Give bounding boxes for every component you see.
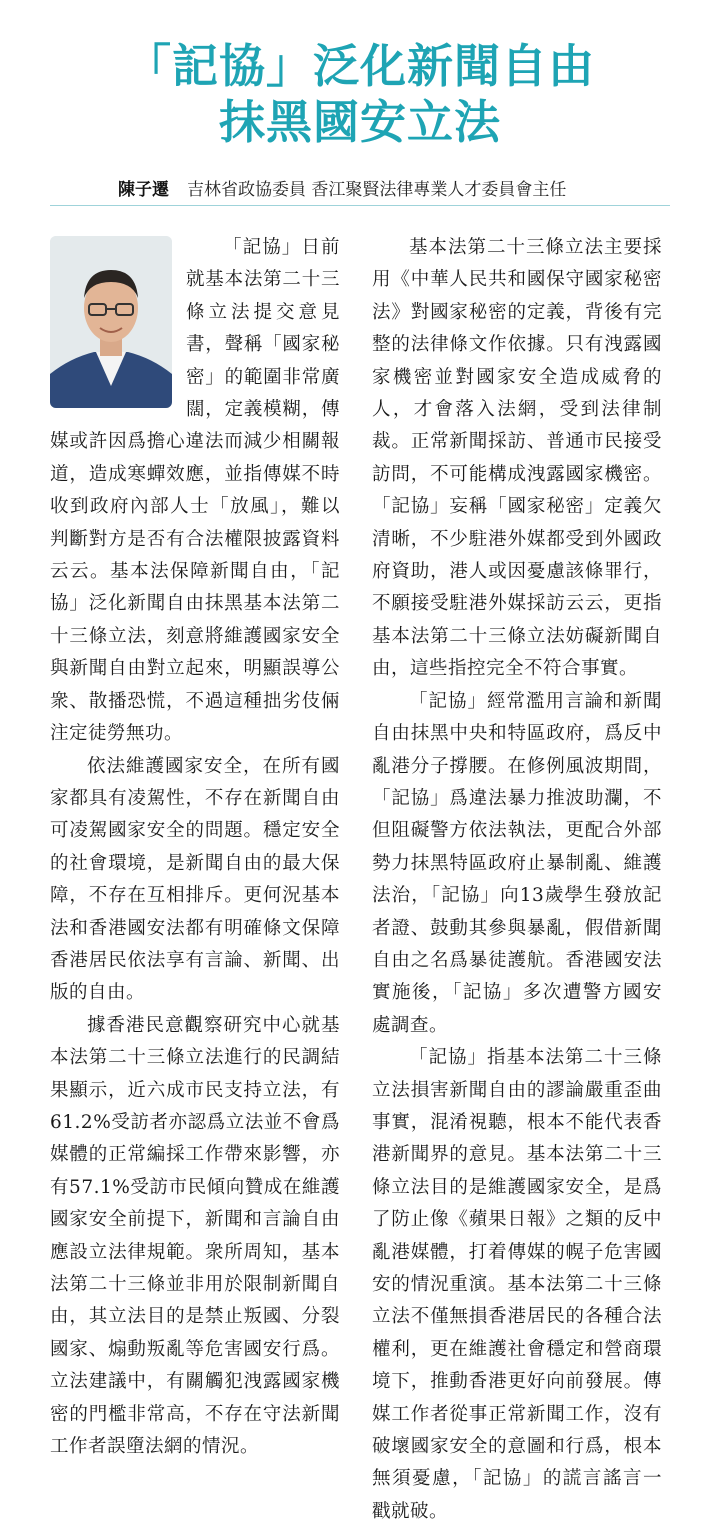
author-portrait-icon xyxy=(50,236,172,408)
column-left xyxy=(50,232,340,1463)
paragraph-2: 依法維護國家安全，在所有國家都具有凌駕性，不存在新聞自由可凌駕國家安全的問題。穩定安全的社會環境，是新聞自由的最大保障，不存在互相排斥。更何況基本法和香港國安法都有明確條文保障香港居民依法享有言論、新聞、出版的自由。 xyxy=(50,755,340,1004)
paragraph-6: 「記協」指基本法第二十三條立法損害新聞自由的謬論嚴重歪曲事實，混淆視聽，根本不能代表香港新聞界的意見。基本法第二十三條立法目的是維護國家安全，是爲了防止像《蘋果日報》之類的反中亂港媒體，打着傳媒的幌子危害國安的情況重演。基本法第二十三條立法不僅無損香港居民的各種合法權利，更在維護社會穩定和營商環境下，推動香港更好向前發展。傳媒工作者從事正常新聞工作，沒有破壞國家安全的意圖和行爲，根本無須憂慮，「記協」的謊言謠言一戳就破。 xyxy=(372,1047,662,1522)
paragraph-3: 據香港民意觀察研究中心就基本法第二十三條立法進行的民調結果顯示，近六成市民支持立法，有61.2%受訪者亦認爲立法並不會爲媒體的正常編採工作帶來影響，亦有57.1%受訪市民傾向贊成在維護國家安全前提下，新聞和言論自由應設立法律規範。衆所周知，基本法第二十三條並非用於限制新聞自由，其立法目的是禁止叛國、分裂國家、煽動叛亂等危害國安行爲。立法建議中，有關觸犯洩露國家機密的門檻非常高，不存在守法新聞工作者誤墮法網的情況。 xyxy=(50,1014,340,1458)
author-name: 陳子遷 xyxy=(118,180,169,200)
column-right xyxy=(372,232,662,1528)
paragraph-4: 基本法第二十三條立法主要採用《中華人民共和國保守國家秘密法》對國家秘密的定義，背後有完整的法律條文作依據。只有洩露國家機密並對國家安全造成威脅的人，才會落入法網，受到法律制裁。正常新聞採訪、普通市民接受訪問，不可能構成洩露國家機密。「記協」妄稱「國家秘密」定義欠清晰，不少駐港外媒都受到外國政府資助，港人或因憂慮該條罪行，不願接受駐港外媒採訪云云，更指基本法第二十三條立法妨礙新聞自由，這些指控完全不符合事實。 xyxy=(372,237,662,680)
paragraph-1: 「記協」日前就基本法第二十三條立法提交意見書，聲稱「國家秘密」的範圍非常廣闊，定義模糊，傳媒或許因爲擔心違法而減少相關報道，造成寒蟬效應，並指傳媒不時收到政府內部人士「放風」，難以判斷對方是否有合法權限披露資料云云。基本法保障新聞自由，「記協」泛化新聞自由抹黑基本法第二十三條立法，刻意將維護國家安全與新聞自由對立起來，明顯誤導公衆、散播恐慌，不過這種拙劣伎倆注定徒勞無功。 xyxy=(50,237,340,745)
headline-line-1: 「記協」泛化新聞自由 xyxy=(125,39,595,93)
header-divider xyxy=(50,205,670,206)
byline xyxy=(118,175,700,200)
headline-line-2: 抹黑國安立法 xyxy=(219,95,501,149)
author-title: 吉林省政協委員 香江聚賢法律專業人才委員會主任 xyxy=(187,180,567,200)
paragraph-5: 「記協」經常濫用言論和新聞自由抹黑中央和特區政府，爲反中亂港分子撐腰。在修例風波期間，「記協」爲違法暴力推波助瀾，不但阻礙警方依法執法，更配合外部勢力抹黑特區政府止暴制亂、維護法治，「記協」向13歲學生發放記者證、鼓動其參與暴亂，假借新聞自由之名爲暴徒護航。香港國安法實施後，「記協」多次遭警方國安處調查。 xyxy=(372,690,662,1036)
headline xyxy=(0,38,720,150)
